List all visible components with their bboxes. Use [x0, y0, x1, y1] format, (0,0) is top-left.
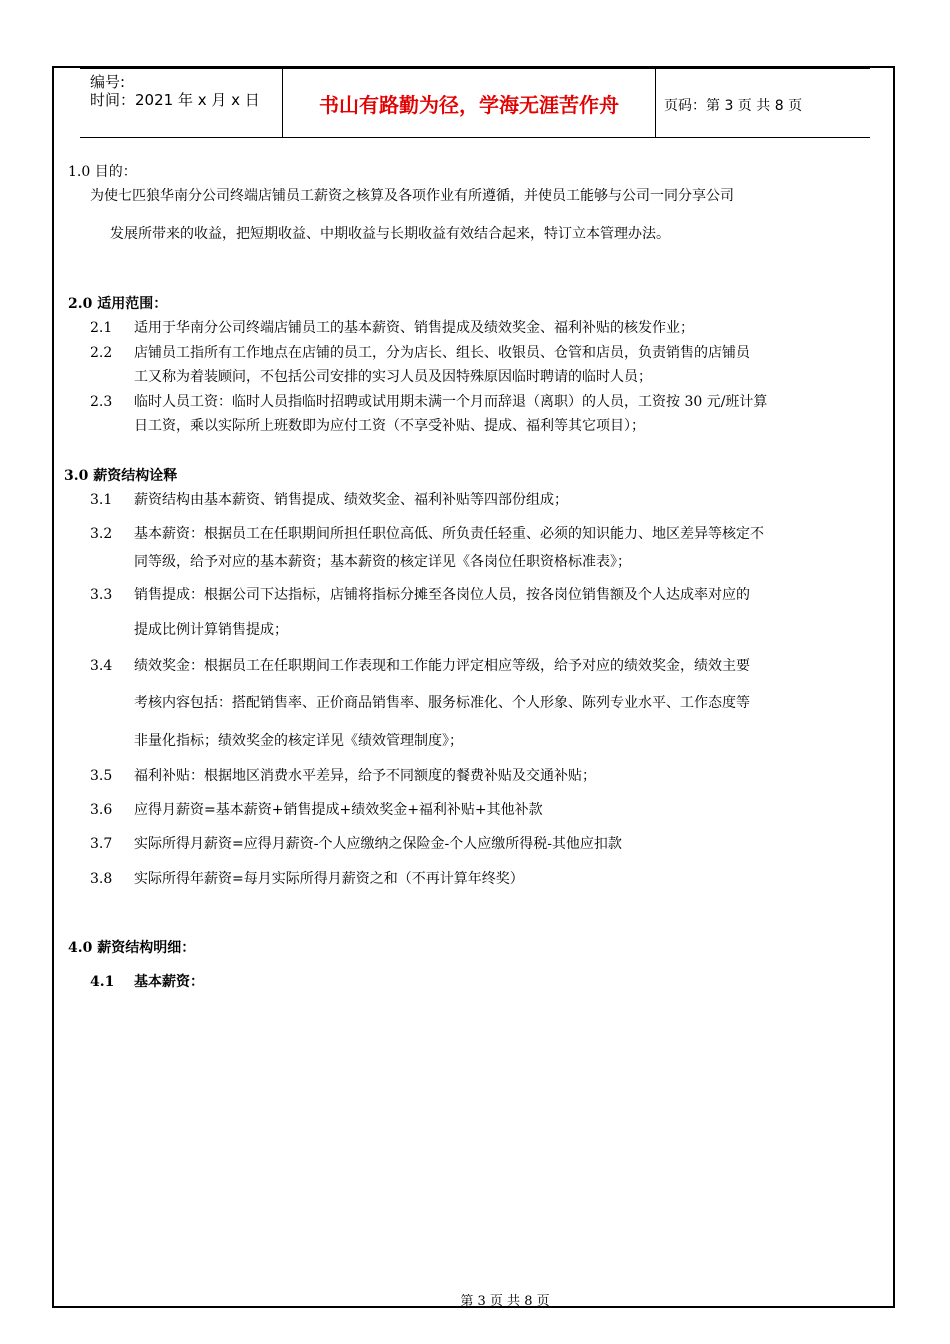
item-2-1-text: 适用于华南分公司终端店铺员工的基本薪资、销售提成及绩效奖金、福利补贴的核发作业；: [134, 320, 694, 336]
item-2-2-number: 2.2: [90, 345, 113, 361]
item-4-1-number: 4.1: [90, 974, 115, 990]
item-3-4-text-line1: 绩效奖金：根据员工在任职期间工作表现和工作能力评定相应等级，给予对应的绩效奖金，绩效主要: [134, 658, 750, 674]
document-header: [80, 68, 870, 138]
item-4-1-title: 基本薪资：: [134, 974, 204, 990]
item-3-5-text: 福利补贴：根据地区消费水平差异，给予不同额度的餐费补贴及交通补贴；: [134, 768, 596, 784]
page-footer: 第 3 页 共 8 页: [460, 1294, 550, 1309]
item-3-2-number: 3.2: [90, 526, 113, 542]
item-3-8-text: 实际所得年薪资=每月实际所得月薪资之和（不再计算年终奖）: [134, 871, 524, 887]
item-3-7-text: 实际所得月薪资=应得月薪资-个人应缴纳之保险金-个人应缴所得税-其他应扣款: [134, 836, 622, 852]
item-3-2-text-line2: 同等级，给予对应的基本薪资；基本薪资的核定详见《各岗位任职资格标准表》；: [134, 554, 631, 570]
section-4-title: 4.0 薪资结构明细：: [68, 940, 196, 956]
item-3-6-number: 3.6: [90, 802, 113, 818]
item-3-4-text-line2: 考核内容包括：搭配销售率、正价商品销售率、服务标准化、个人形象、陈列专业水平、工作态度等: [134, 695, 750, 711]
header-motto: 书山有路勤为径，学海无涯苦作舟: [282, 69, 656, 137]
item-3-4-text-line3: 非量化指标；绩效奖金的核定详见《绩效管理制度》；: [134, 733, 463, 749]
section-1-title: 1.0 目的：: [68, 164, 137, 180]
item-3-4-number: 3.4: [90, 658, 113, 674]
item-3-2-text-line1: 基本薪资：根据员工在任职期间所担任职位高低、所负责任轻重、必须的知识能力、地区差异等核定不: [134, 526, 764, 542]
item-3-8-number: 3.8: [90, 871, 113, 887]
item-3-1-text: 薪资结构由基本薪资、销售提成、绩效奖金、福利补贴等四部份组成；: [134, 492, 568, 508]
code-label: 编号:: [90, 73, 126, 91]
item-3-7-number: 3.7: [90, 836, 113, 852]
item-3-3-number: 3.3: [90, 587, 113, 603]
item-2-2-text-line1: 店铺员工指所有工作地点在店铺的员工，分为店长、组长、收银员、仓管和店员，负责销售的店铺员: [134, 345, 750, 361]
section-1-paragraph-line1: 为使七匹狼华南分公司终端店铺员工薪资之核算及各项作业有所遵循，并使员工能够与公司一同分享公司: [90, 188, 734, 204]
item-2-2-text-line2: 工又称为着装顾问，不包括公司安排的实习人员及因特殊原因临时聘请的临时人员；: [134, 369, 652, 385]
item-3-6-text: 应得月薪资=基本薪资+销售提成+绩效奖金+福利补贴+其他补款: [134, 802, 543, 818]
item-2-1-number: 2.1: [90, 320, 113, 336]
section-1-paragraph-line2: 发展所带来的收益，把短期收益、中期收益与长期收益有效结合起来，特订立本管理办法。: [110, 226, 670, 242]
section-2-title: 2.0 适用范围：: [68, 296, 168, 312]
section-3-title: 3.0 薪资结构诠释: [64, 468, 178, 484]
header-info: [80, 69, 282, 137]
item-3-3-text-line2: 提成比例计算销售提成；: [134, 622, 288, 638]
item-2-3-text-line2: 日工资，乘以实际所上班数即为应付工资（不享受补贴、提成、福利等其它项目）；: [134, 418, 645, 434]
item-3-3-text-line1: 销售提成：根据公司下达指标，店铺将指标分摊至各岗位人员，按各岗位销售额及个人达成率对应的: [134, 587, 750, 603]
item-2-3-text-line1: 临时人员工资：临时人员指临时招聘或试用期未满一个月而辞退（离职）的人员，工资按 30 元/班计算: [134, 394, 768, 410]
item-2-3-number: 2.3: [90, 394, 113, 410]
date-label: 时间：2021 年 x 月 x 日: [90, 91, 260, 109]
page-frame: [52, 66, 895, 1308]
header-page-info: 页码：第 3 页 共 8 页: [664, 98, 803, 114]
item-3-1-number: 3.1: [90, 492, 113, 508]
item-3-5-number: 3.5: [90, 768, 113, 784]
